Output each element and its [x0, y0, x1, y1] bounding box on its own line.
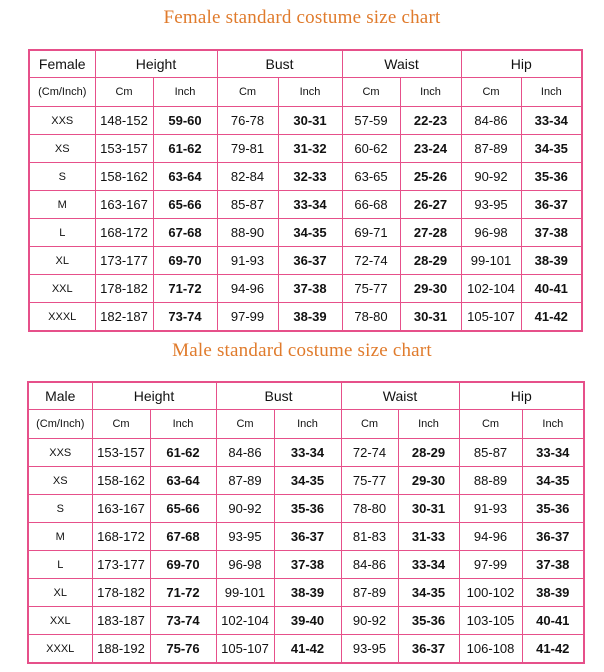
- inch-value: 31-33: [398, 523, 459, 551]
- inch-value: 23-24: [400, 135, 461, 163]
- inch-value: 38-39: [522, 579, 584, 607]
- cm-value: 84-86: [341, 551, 398, 579]
- cm-value: 173-177: [95, 247, 153, 275]
- unit-header: Cm: [92, 410, 150, 439]
- unit-label: (Cm/Inch): [28, 410, 92, 439]
- table-row: [29, 191, 582, 219]
- unit-header: Inch: [150, 410, 216, 439]
- inch-value: 34-35: [278, 219, 342, 247]
- table-row: [28, 439, 584, 467]
- measure-header: Waist: [342, 50, 461, 78]
- inch-value: 33-34: [398, 551, 459, 579]
- inch-value: 67-68: [153, 219, 217, 247]
- inch-value: 71-72: [153, 275, 217, 303]
- cm-value: 93-95: [341, 635, 398, 664]
- cm-value: 105-107: [216, 635, 274, 664]
- inch-value: 32-33: [278, 163, 342, 191]
- cm-value: 75-77: [341, 467, 398, 495]
- cm-value: 153-157: [92, 439, 150, 467]
- inch-value: 34-35: [274, 467, 341, 495]
- cm-value: 57-59: [342, 107, 400, 135]
- cm-value: 178-182: [95, 275, 153, 303]
- measure-header: Bust: [217, 50, 342, 78]
- cm-value: 85-87: [459, 439, 522, 467]
- measure-header: Height: [92, 382, 216, 410]
- inch-value: 35-36: [398, 607, 459, 635]
- inch-value: 29-30: [400, 275, 461, 303]
- cm-value: 84-86: [461, 107, 521, 135]
- cm-value: 183-187: [92, 607, 150, 635]
- inch-value: 65-66: [150, 495, 216, 523]
- cm-value: 178-182: [92, 579, 150, 607]
- cm-value: 105-107: [461, 303, 521, 332]
- unit-header: Inch: [400, 78, 461, 107]
- cm-value: 99-101: [216, 579, 274, 607]
- female-chart-title: Female standard costume size chart: [163, 7, 441, 28]
- measure-header: Hip: [459, 382, 584, 410]
- unit-row: [29, 78, 582, 107]
- cm-value: 82-84: [217, 163, 278, 191]
- size-label: XXL: [28, 607, 92, 635]
- cm-value: 103-105: [459, 607, 522, 635]
- size-label: XS: [29, 135, 95, 163]
- cm-value: 87-89: [341, 579, 398, 607]
- inch-value: 75-76: [150, 635, 216, 664]
- unit-label: (Cm/Inch): [29, 78, 95, 107]
- cm-value: 91-93: [459, 495, 522, 523]
- inch-value: 37-38: [521, 219, 582, 247]
- gender-header: Female: [29, 50, 95, 78]
- cm-value: 76-78: [217, 107, 278, 135]
- cm-value: 90-92: [341, 607, 398, 635]
- unit-header: Inch: [522, 410, 584, 439]
- cm-value: 87-89: [461, 135, 521, 163]
- cm-value: 168-172: [95, 219, 153, 247]
- inch-value: 27-28: [400, 219, 461, 247]
- inch-value: 41-42: [521, 303, 582, 332]
- inch-value: 26-27: [400, 191, 461, 219]
- inch-value: 40-41: [521, 275, 582, 303]
- inch-value: 36-37: [274, 523, 341, 551]
- unit-header: Inch: [398, 410, 459, 439]
- inch-value: 69-70: [150, 551, 216, 579]
- inch-value: 36-37: [521, 191, 582, 219]
- inch-value: 35-36: [521, 163, 582, 191]
- inch-value: 33-34: [521, 107, 582, 135]
- inch-value: 71-72: [150, 579, 216, 607]
- cm-value: 78-80: [341, 495, 398, 523]
- inch-value: 38-39: [521, 247, 582, 275]
- unit-header: Inch: [521, 78, 582, 107]
- table-row: [28, 607, 584, 635]
- inch-value: 29-30: [398, 467, 459, 495]
- inch-value: 73-74: [153, 303, 217, 332]
- inch-value: 28-29: [400, 247, 461, 275]
- table-row: [29, 163, 582, 191]
- inch-value: 40-41: [522, 607, 584, 635]
- size-label: S: [28, 495, 92, 523]
- table-row: [28, 551, 584, 579]
- cm-value: 66-68: [342, 191, 400, 219]
- inch-value: 63-64: [153, 163, 217, 191]
- cm-value: 182-187: [95, 303, 153, 332]
- unit-header: Inch: [278, 78, 342, 107]
- unit-header: Cm: [217, 78, 278, 107]
- cm-value: 158-162: [92, 467, 150, 495]
- cm-value: 96-98: [216, 551, 274, 579]
- cm-value: 153-157: [95, 135, 153, 163]
- unit-header: Inch: [274, 410, 341, 439]
- female-size-table: [28, 49, 583, 332]
- cm-value: 79-81: [217, 135, 278, 163]
- inch-value: 63-64: [150, 467, 216, 495]
- header-row: [29, 50, 582, 78]
- size-label: S: [29, 163, 95, 191]
- table-row: [28, 635, 584, 664]
- size-label: XL: [29, 247, 95, 275]
- inch-value: 59-60: [153, 107, 217, 135]
- cm-value: 163-167: [95, 191, 153, 219]
- table-row: [28, 523, 584, 551]
- table-row: [29, 275, 582, 303]
- inch-value: 33-34: [274, 439, 341, 467]
- inch-value: 30-31: [278, 107, 342, 135]
- inch-value: 37-38: [278, 275, 342, 303]
- measure-header: Hip: [461, 50, 582, 78]
- cm-value: 72-74: [342, 247, 400, 275]
- table-row: [29, 219, 582, 247]
- inch-value: 25-26: [400, 163, 461, 191]
- cm-value: 168-172: [92, 523, 150, 551]
- cm-value: 100-102: [459, 579, 522, 607]
- inch-value: 38-39: [278, 303, 342, 332]
- cm-value: 72-74: [341, 439, 398, 467]
- size-label: L: [29, 219, 95, 247]
- size-label: XXS: [28, 439, 92, 467]
- cm-value: 106-108: [459, 635, 522, 664]
- inch-value: 28-29: [398, 439, 459, 467]
- cm-value: 91-93: [217, 247, 278, 275]
- cm-value: 94-96: [217, 275, 278, 303]
- cm-value: 75-77: [342, 275, 400, 303]
- size-label: XXXL: [28, 635, 92, 664]
- unit-header: Inch: [153, 78, 217, 107]
- inch-value: 65-66: [153, 191, 217, 219]
- measure-header: Height: [95, 50, 217, 78]
- cm-value: 102-104: [216, 607, 274, 635]
- cm-value: 93-95: [216, 523, 274, 551]
- unit-header: Cm: [341, 410, 398, 439]
- cm-value: 163-167: [92, 495, 150, 523]
- cm-value: 88-89: [459, 467, 522, 495]
- unit-header: Cm: [342, 78, 400, 107]
- inch-value: 34-35: [521, 135, 582, 163]
- measure-header: Bust: [216, 382, 341, 410]
- inch-value: 41-42: [274, 635, 341, 664]
- table-row: [29, 247, 582, 275]
- cm-value: 78-80: [342, 303, 400, 332]
- cm-value: 158-162: [95, 163, 153, 191]
- size-label: XXS: [29, 107, 95, 135]
- table-row: [29, 107, 582, 135]
- cm-value: 87-89: [216, 467, 274, 495]
- male-size-table: [27, 381, 585, 664]
- inch-value: 30-31: [398, 495, 459, 523]
- size-label: M: [29, 191, 95, 219]
- size-label: L: [28, 551, 92, 579]
- inch-value: 33-34: [278, 191, 342, 219]
- cm-value: 97-99: [459, 551, 522, 579]
- header-row: [28, 382, 584, 410]
- table-row: [29, 135, 582, 163]
- gender-header: Male: [28, 382, 92, 410]
- inch-value: 36-37: [522, 523, 584, 551]
- cm-value: 93-95: [461, 191, 521, 219]
- inch-value: 30-31: [400, 303, 461, 332]
- inch-value: 61-62: [150, 439, 216, 467]
- size-label: M: [28, 523, 92, 551]
- cm-value: 188-192: [92, 635, 150, 664]
- table-row: [28, 579, 584, 607]
- measure-header: Waist: [341, 382, 459, 410]
- inch-value: 34-35: [398, 579, 459, 607]
- inch-value: 39-40: [274, 607, 341, 635]
- inch-value: 61-62: [153, 135, 217, 163]
- cm-value: 90-92: [216, 495, 274, 523]
- cm-value: 63-65: [342, 163, 400, 191]
- inch-value: 73-74: [150, 607, 216, 635]
- cm-value: 96-98: [461, 219, 521, 247]
- inch-value: 31-32: [278, 135, 342, 163]
- table-row: [29, 303, 582, 332]
- unit-header: Cm: [216, 410, 274, 439]
- unit-header: Cm: [461, 78, 521, 107]
- size-label: XS: [28, 467, 92, 495]
- inch-value: 38-39: [274, 579, 341, 607]
- inch-value: 69-70: [153, 247, 217, 275]
- inch-value: 33-34: [522, 439, 584, 467]
- cm-value: 84-86: [216, 439, 274, 467]
- size-label: XL: [28, 579, 92, 607]
- cm-value: 97-99: [217, 303, 278, 332]
- cm-value: 60-62: [342, 135, 400, 163]
- cm-value: 173-177: [92, 551, 150, 579]
- inch-value: 35-36: [522, 495, 584, 523]
- cm-value: 69-71: [342, 219, 400, 247]
- inch-value: 34-35: [522, 467, 584, 495]
- cm-value: 94-96: [459, 523, 522, 551]
- cm-value: 148-152: [95, 107, 153, 135]
- inch-value: 35-36: [274, 495, 341, 523]
- cm-value: 85-87: [217, 191, 278, 219]
- unit-header: Cm: [459, 410, 522, 439]
- cm-value: 90-92: [461, 163, 521, 191]
- inch-value: 37-38: [522, 551, 584, 579]
- cm-value: 99-101: [461, 247, 521, 275]
- table-row: [28, 495, 584, 523]
- male-chart-title: Male standard costume size chart: [172, 340, 432, 361]
- table-row: [28, 467, 584, 495]
- inch-value: 37-38: [274, 551, 341, 579]
- cm-value: 102-104: [461, 275, 521, 303]
- inch-value: 67-68: [150, 523, 216, 551]
- unit-row: [28, 410, 584, 439]
- cm-value: 81-83: [341, 523, 398, 551]
- inch-value: 41-42: [522, 635, 584, 664]
- inch-value: 36-37: [278, 247, 342, 275]
- inch-value: 36-37: [398, 635, 459, 664]
- inch-value: 22-23: [400, 107, 461, 135]
- unit-header: Cm: [95, 78, 153, 107]
- cm-value: 88-90: [217, 219, 278, 247]
- size-label: XXXL: [29, 303, 95, 332]
- size-label: XXL: [29, 275, 95, 303]
